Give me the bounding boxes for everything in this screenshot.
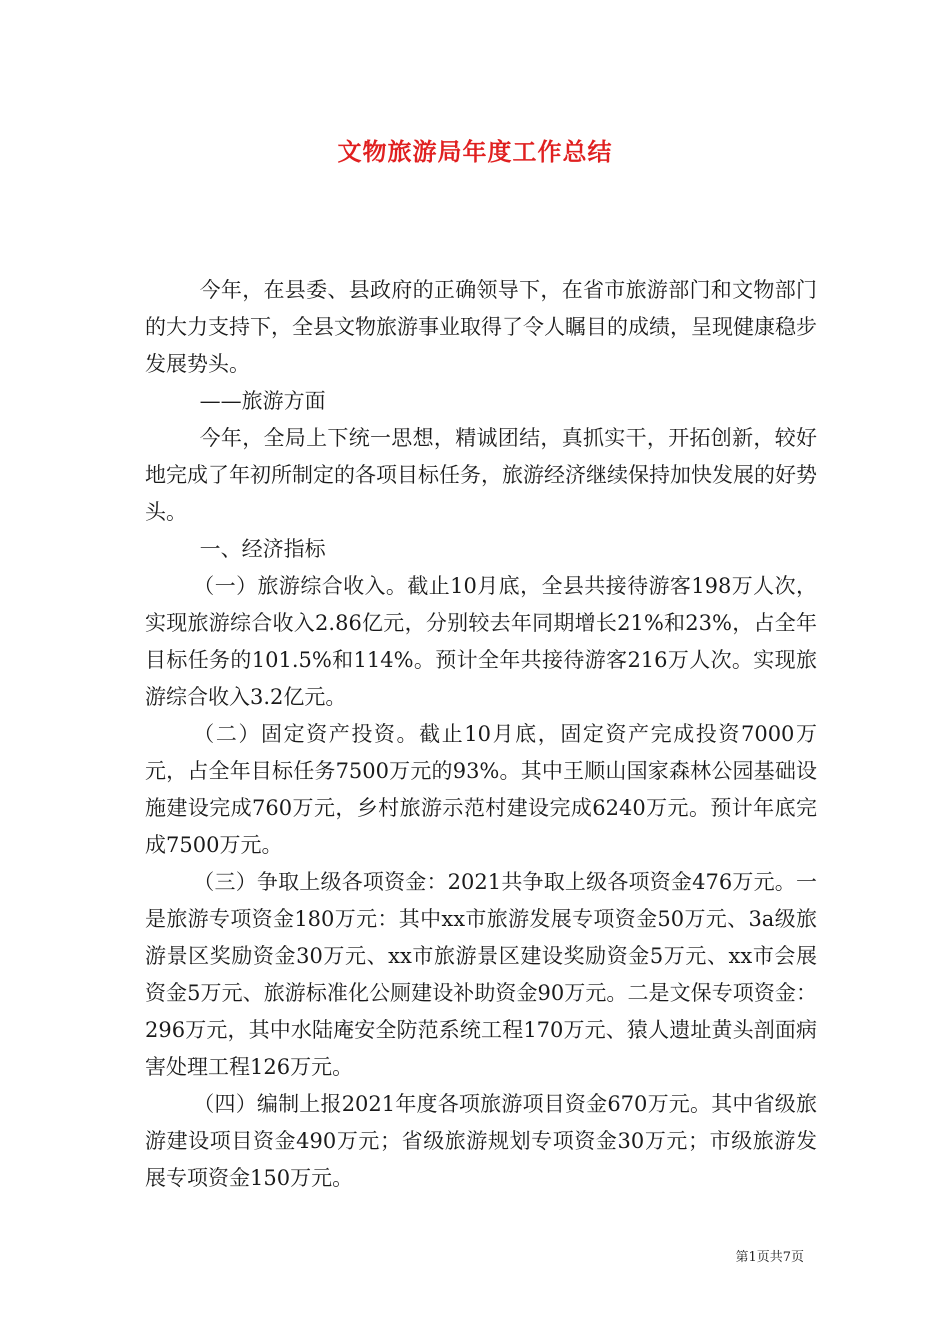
paragraph-tourism-revenue: （一）旅游综合收入。截止10月底，全县共接待游客198万人次，实现旅游综合收入2.86亿元，分别较去年同期增长21%和23%，占全年目标任务的101.5%和114%。预计全年共接待游客216万人次。实现旅游综合收入3.2亿元。 (145, 574, 817, 709)
section-heading-economic-indicators: 一、经济指标 (199, 537, 326, 561)
paragraph-superior-funds: （三）争取上级各项资金：2021共争取上级各项资金476万元。一是旅游专项资金180万元：其中xx市旅游发展专项资金50万元、3a级旅游景区奖励资金30万元、xx市旅游景区建设奖励资金5万元、xx市会展资金5万元、旅游标准化公厕建设补助资金90万元。二是文保专项资金：296万元，其中水陆庵安全防范系统工程170万元、猿人遗址黄头剖面病害处理工程126万元。 (145, 870, 817, 1079)
document-body (145, 272, 817, 1197)
document-title: 文物旅游局年度工作总结 (337, 137, 613, 166)
paragraph-fixed-asset-investment: （二）固定资产投资。截止10月底，固定资产完成投资7000万元，占全年目标任务7500万元的93%。其中王顺山国家森林公园基础设施建设完成760万元，乡村旅游示范村建设完成6240万元。预计年底完成7500万元。 (145, 722, 817, 857)
page-number: 第1页共7页 (735, 1250, 804, 1265)
section-heading-tourism: ——旅游方面 (199, 389, 326, 413)
paragraph-intro: 今年，在县委、县政府的正确领导下，在省市旅游部门和文物部门的大力支持下，全县文物旅游事业取得了令人瞩目的成绩，呈现健康稳步发展势头。 (145, 278, 817, 376)
paragraph-tourism-summary: 今年，全局上下统一思想，精诚团结，真抓实干，开拓创新，较好地完成了年初所制定的各项目标任务，旅游经济继续保持加快发展的好势头。 (145, 426, 817, 524)
paragraph-project-funds: （四）编制上报2021年度各项旅游项目资金670万元。其中省级旅游建设项目资金490万元；省级旅游规划专项资金30万元；市级旅游发展专项资金150万元。 (145, 1092, 817, 1190)
